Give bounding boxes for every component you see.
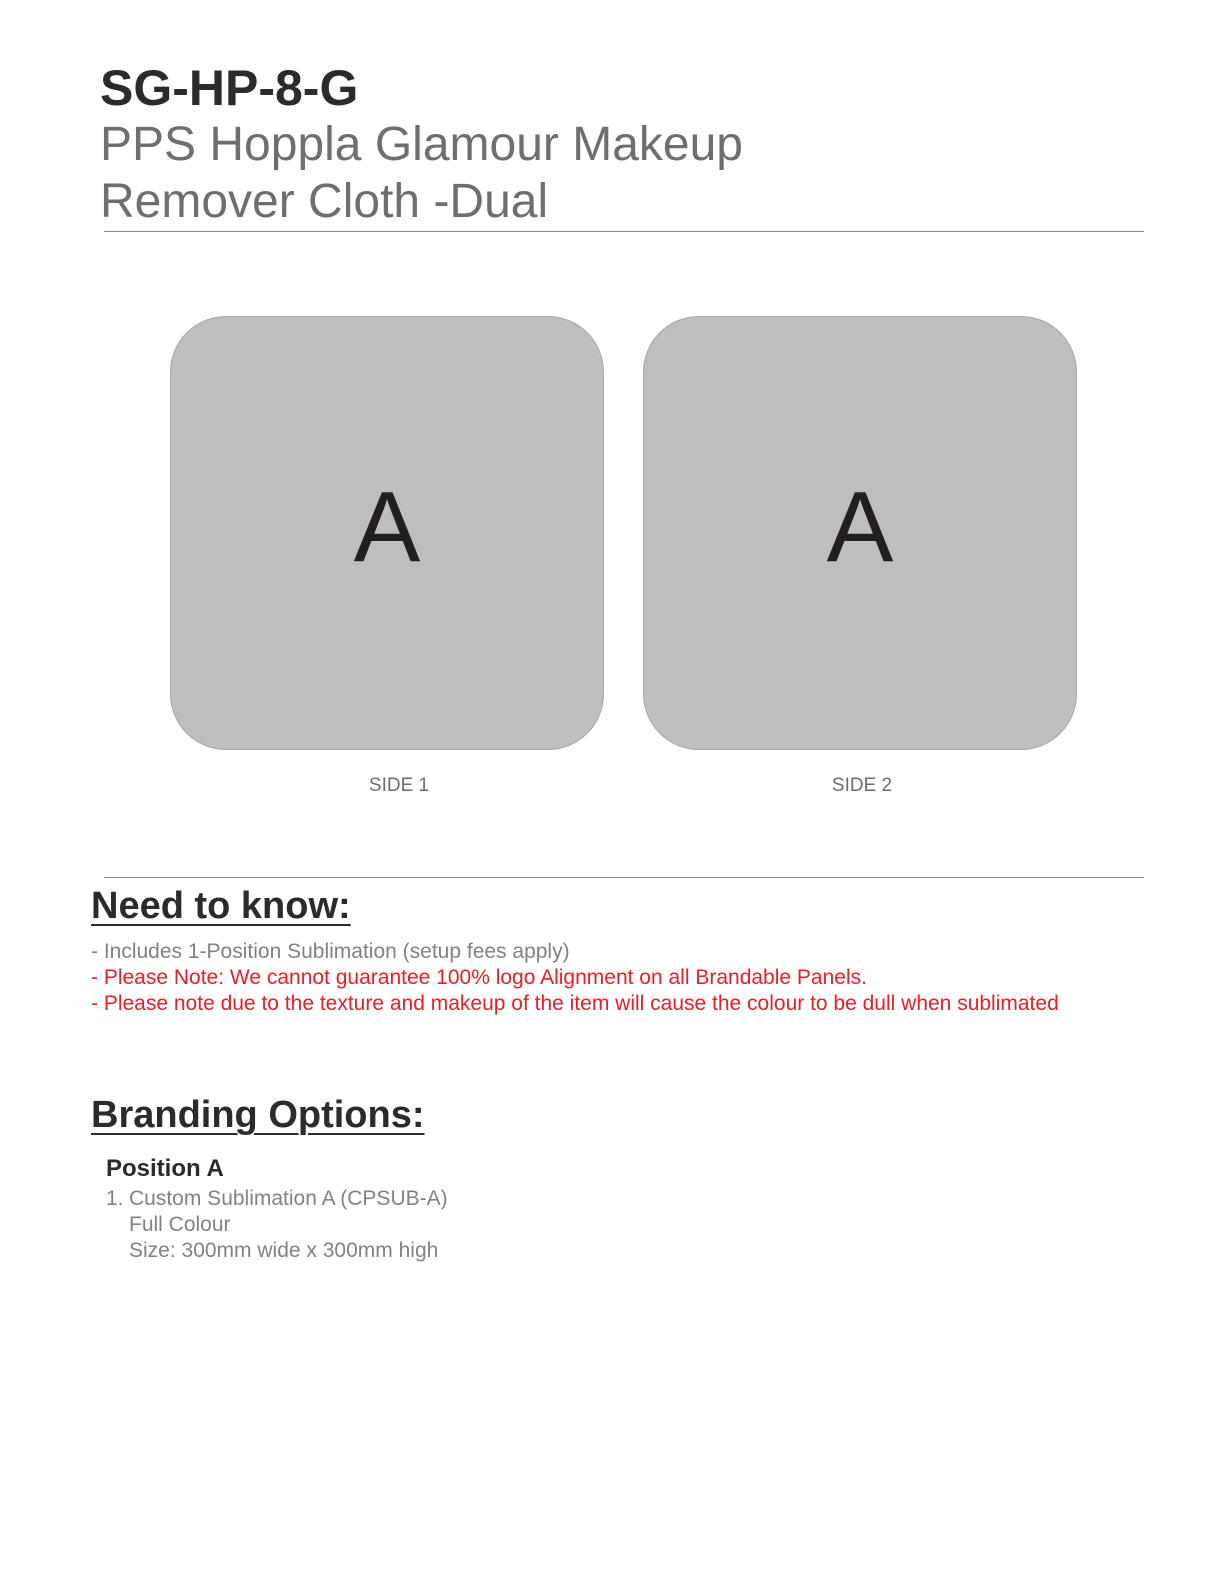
panel-position-letter: A xyxy=(353,471,421,583)
option-size: Size: 300mm wide x 300mm high xyxy=(129,1239,439,1262)
option-name: Custom Sublimation A (CPSUB-A) xyxy=(129,1187,448,1210)
need-to-know-heading: Need to know: xyxy=(91,885,351,927)
print-panel-side-2 xyxy=(643,316,1077,750)
note-item-alert: - Please Note: We cannot guarantee 100% logo Alignment on all Brandable Panels. xyxy=(91,966,867,989)
branding-option-list xyxy=(106,1186,448,1264)
branding-option xyxy=(106,1186,448,1264)
note-item-alert: - Please note due to the texture and makeup of the item will cause the colour to be dull when sublimated xyxy=(91,992,1059,1015)
position-title: Position A xyxy=(106,1155,224,1182)
panel-position-letter: A xyxy=(826,471,894,583)
side-2-label: SIDE 2 xyxy=(831,775,893,796)
print-panel-side-1 xyxy=(170,316,604,750)
header-divider xyxy=(104,231,1144,232)
branding-options-heading: Branding Options: xyxy=(91,1094,425,1136)
option-details xyxy=(129,1186,448,1264)
side-1-label: SIDE 1 xyxy=(368,775,430,796)
need-to-know-list xyxy=(91,939,1101,1017)
product-name-line-2: Remover Cloth -Dual xyxy=(100,175,549,228)
option-number: 1. xyxy=(106,1187,124,1210)
option-colour: Full Colour xyxy=(129,1213,231,1236)
product-sku: SG-HP-8-G xyxy=(100,60,359,116)
product-name-line-1: PPS Hoppla Glamour Makeup xyxy=(100,118,743,171)
section-divider xyxy=(104,877,1144,878)
product-name xyxy=(100,116,1000,230)
note-item: - Includes 1-Position Sublimation (setup fees apply) xyxy=(91,940,570,963)
